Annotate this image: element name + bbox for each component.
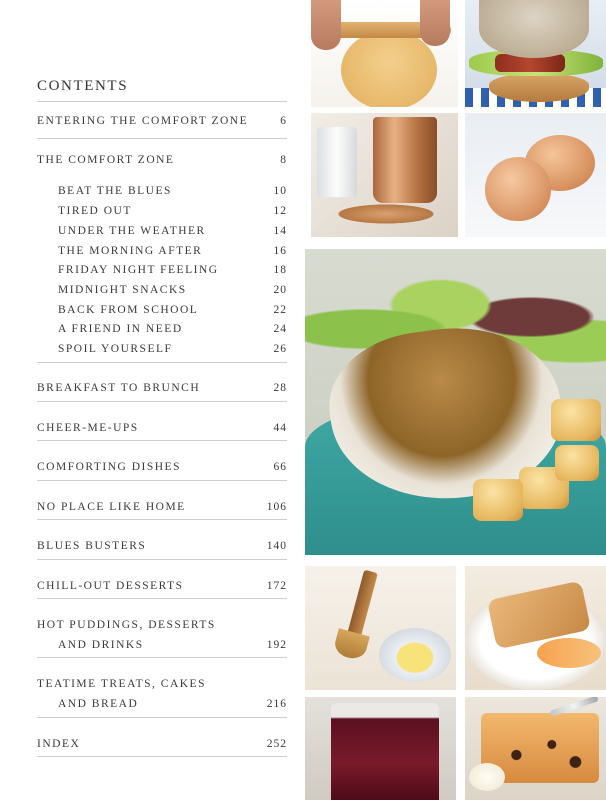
toc-entry-page: 6: [280, 115, 287, 127]
photo-bacon-sandwich: [465, 0, 606, 107]
toc-entry-label: CHEER-ME-UPS: [37, 422, 139, 434]
toc-entry-page: 66: [273, 461, 287, 473]
toc-subentry-label: UNDER THE WEATHER: [58, 225, 206, 237]
toc-entry-label: CHILL-OUT DESSERTS: [37, 580, 184, 592]
divider: [37, 598, 287, 599]
divider: [37, 440, 287, 441]
photo-pancakes-peaches: [465, 566, 606, 690]
toc-entry-page: 252: [266, 738, 287, 750]
toc-entry-page: 192: [266, 639, 287, 651]
toc-entry-label-continued: AND BREAD: [58, 698, 139, 710]
toc-entry-page: 8: [280, 154, 287, 166]
toc-subentry-label: MIDNIGHT SNACKS: [58, 284, 187, 296]
toc-subentry-label: FRIDAY NIGHT FEELING: [58, 264, 219, 276]
toc-subentry-label: TIRED OUT: [58, 205, 132, 217]
divider: [37, 756, 287, 757]
divider: [37, 559, 287, 560]
toc-entry-label: HOT PUDDINGS, DESSERTS: [37, 619, 216, 631]
toc-entry-label: NO PLACE LIKE HOME: [37, 501, 186, 513]
photo-rolling-dough: [311, 0, 458, 107]
divider: [37, 101, 287, 102]
toc-subentry-page: 20: [273, 284, 287, 296]
toc-entry-page: 106: [266, 501, 287, 513]
photo-eggs: [465, 113, 606, 237]
toc-subentry-page: 18: [273, 264, 287, 276]
toc-entry-page: 28: [273, 382, 287, 394]
toc-subentry-page: 26: [273, 343, 287, 355]
divider: [37, 519, 287, 520]
toc-subentry-page: 22: [273, 304, 287, 316]
toc-subentry-page: 10: [273, 185, 287, 197]
photo-tart: [465, 697, 606, 800]
toc-subentry-label: BEAT THE BLUES: [58, 185, 172, 197]
toc-subentry-page: 24: [273, 323, 287, 335]
toc-subentry-label: A FRIEND IN NEED: [58, 323, 183, 335]
toc-subentry-page: 14: [273, 225, 287, 237]
toc-entry-label: ENTERING THE COMFORT ZONE: [37, 115, 249, 127]
toc-entry-page: 216: [266, 698, 287, 710]
toc-entry-label: INDEX: [37, 738, 81, 750]
divider: [37, 657, 287, 658]
toc-entry-label: COMFORTING DISHES: [37, 461, 181, 473]
toc-subentry-label: THE MORNING AFTER: [58, 245, 203, 257]
toc-subentry-label: BACK FROM SCHOOL: [58, 304, 199, 316]
toc-entry-label: BREAKFAST TO BRUNCH: [37, 382, 201, 394]
photo-red-wine: [305, 697, 456, 800]
photo-pastry-brush: [305, 566, 456, 690]
contents-title: CONTENTS: [37, 78, 129, 94]
toc-entry-label-continued: AND DRINKS: [58, 639, 144, 651]
photo-baked-fish-potatoes: [305, 249, 606, 555]
toc-subentry-page: 16: [273, 245, 287, 257]
divider: [37, 717, 287, 718]
toc-entry-page: 44: [273, 422, 287, 434]
toc-entry-label: TEATIME TREATS, CAKES: [37, 678, 206, 690]
photo-measuring-cups: [311, 113, 458, 237]
toc-entry-page: 172: [266, 580, 287, 592]
toc-entry-page: 140: [266, 540, 287, 552]
divider: [37, 362, 287, 363]
divider: [37, 138, 287, 139]
toc-subentry-page: 12: [273, 205, 287, 217]
divider: [37, 480, 287, 481]
toc-entry-label: BLUES BUSTERS: [37, 540, 147, 552]
toc-entry-label: THE COMFORT ZONE: [37, 154, 175, 166]
divider: [37, 401, 287, 402]
toc-subentry-label: SPOIL YOURSELF: [58, 343, 173, 355]
